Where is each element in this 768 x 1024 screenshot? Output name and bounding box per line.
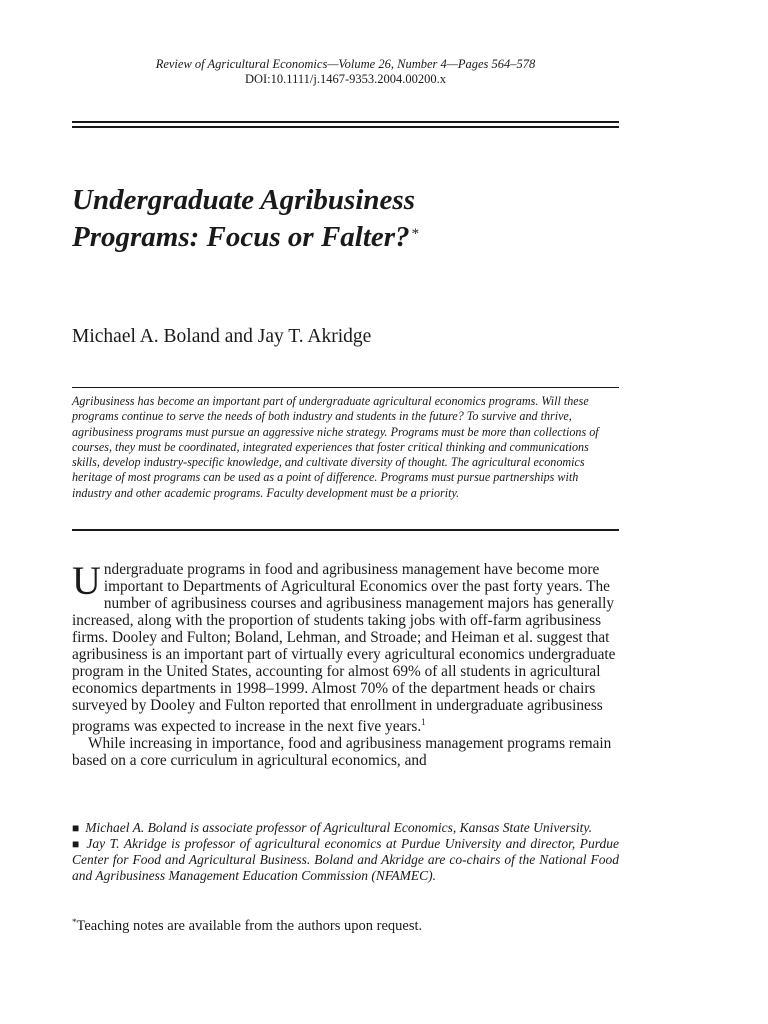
body-text bbox=[72, 558, 619, 769]
footnote-author-2-text: Jay T. Akridge is professor of agricultural economics at Purdue University and director, Purdue Center for Food and Agricultural Business. Boland and Akridge are co-chairs of the National Food and Agribusiness Management Education Commission (NFAMEC). bbox=[72, 836, 619, 883]
abstract-bottom-rule bbox=[72, 529, 619, 531]
body-paragraph-1-text: ndergraduate programs in food and agribusiness management have become more important to Departments of Agricultural Economics over the past forty years. The number of agribusiness courses and agribusiness management majors has generally increased, along with the proportion of students taking jobs with off-farm agribusiness firms. Dooley and Fulton; Boland, Lehman, and Stroade; and Heiman et al. suggest that agribusiness is an important part of virtually every agricultural economics undergraduate program in the United States, accounting for almost 69% of all students in agricultural economics departments in 1998–1999. Almost 70% of the department heads or chairs surveyed by Dooley and Fulton reported that enrollment in undergraduate agribusiness programs was expected to increase in the next five years. bbox=[72, 561, 616, 735]
title-line-2 bbox=[72, 217, 619, 254]
title-line-1: Undergraduate Agribusiness bbox=[72, 184, 415, 216]
footnote-author-1 bbox=[72, 820, 619, 836]
header-double-rule bbox=[72, 121, 619, 128]
footnote-bullet-2: ■ bbox=[72, 837, 81, 851]
abstract-top-rule bbox=[72, 387, 619, 388]
drop-cap: U bbox=[72, 558, 101, 603]
footnote-bullet-1: ■ bbox=[72, 821, 80, 835]
teaching-note-mark: * bbox=[72, 917, 77, 927]
teaching-note-text: Teaching notes are available from the authors upon request. bbox=[76, 918, 423, 934]
journal-citation: Review of Agricultural Economics—Volume 26, Number 4—Pages 564–578 bbox=[155, 57, 536, 71]
journal-header bbox=[72, 57, 619, 87]
abstract-text: Agribusiness has become an important part of undergraduate agricultural economics programs. Will these programs continue to serve the needs of both industry and students in the future? To survive and thrive, agribusiness programs must pursue an aggressive niche strategy. Programs must be more than collections of courses, they must be coordinated, integrated experiences that foster critical thinking and communications skills, develop industry-specific knowledge, and cultivate diversity of thought. The agricultural economics heritage of most programs can be used as a point of difference. Programs must pursue partnerships with industry and other academic programs. Faculty development must be a priority. bbox=[72, 394, 599, 500]
footnote-author-2 bbox=[72, 836, 619, 884]
title-footnote-mark: * bbox=[411, 226, 420, 242]
footnote-author-1-text: Michael A. Boland is associate professor of Agricultural Economics, Kansas State University. bbox=[85, 820, 592, 835]
article-title bbox=[72, 183, 619, 254]
body-paragraph-2: While increasing in importance, food and agribusiness management programs remain based on a core curriculum in agricultural economics, and bbox=[72, 735, 612, 769]
journal-doi: DOI:10.1111/j.1467-9353.2004.00200.x bbox=[244, 72, 447, 86]
footnote-ref-1: 1 bbox=[421, 717, 426, 727]
article-authors: Michael A. Boland and Jay T. Akridge bbox=[72, 326, 372, 347]
author-footnotes bbox=[72, 820, 619, 884]
title-line-2-text: Programs: Focus or Falter? bbox=[72, 221, 410, 253]
body-paragraph-1 bbox=[72, 558, 619, 735]
teaching-note bbox=[72, 913, 619, 935]
